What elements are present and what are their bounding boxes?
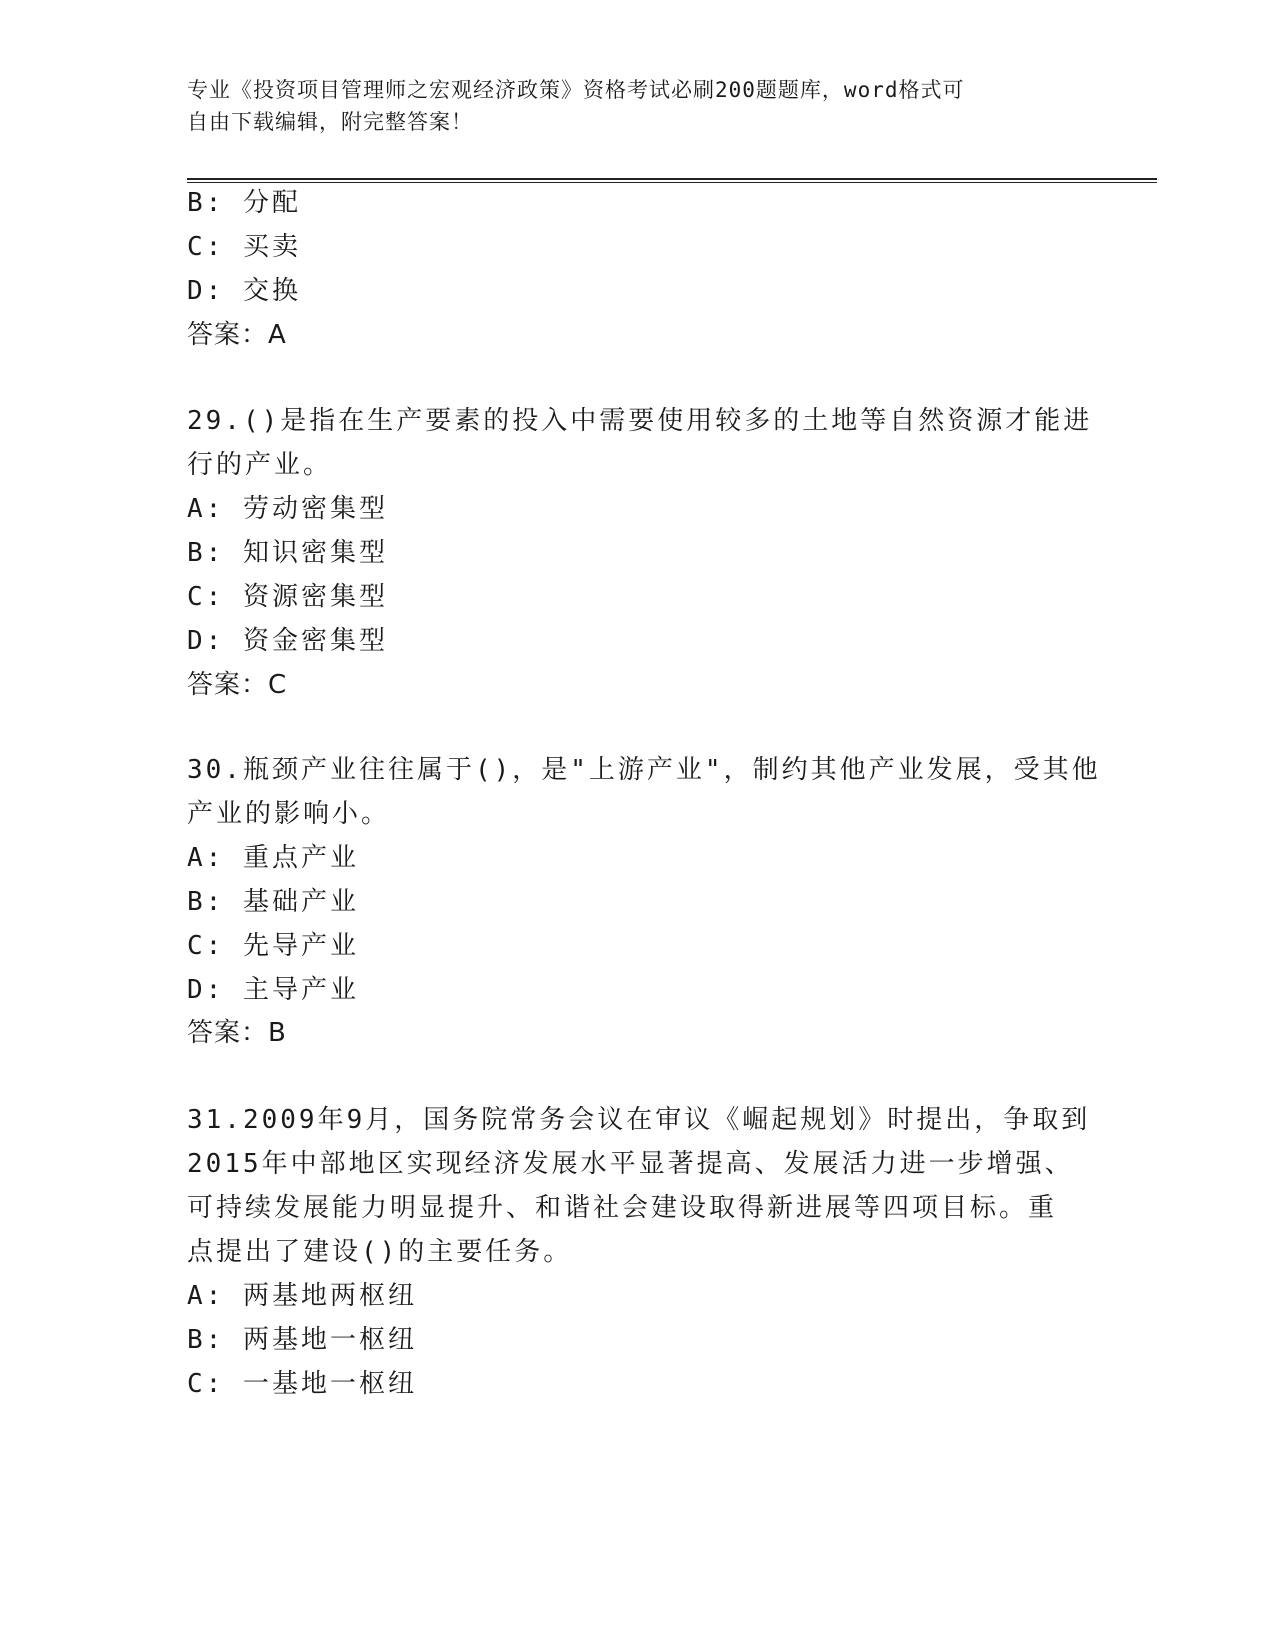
q29-option-b: B: 知识密集型 <box>187 538 388 568</box>
q31-stem-line-2: 2015年中部地区实现经济发展水平显著提高、发展活力进一步增强、 <box>187 1149 1074 1179</box>
q29-option-c: C: 资源密集型 <box>187 582 388 612</box>
q31-stem-line-1: 31.2009年9月，国务院常务会议在审议《崛起规划》时提出，争取到 <box>187 1105 1091 1135</box>
q29-stem-line-2: 行的产业。 <box>187 450 333 480</box>
q30-option-d: D: 主导产业 <box>187 975 359 1005</box>
q28-option-c: C: 买卖 <box>187 232 301 262</box>
q31-stem-line-3: 可持续发展能力明显提升、和谐社会建设取得新进展等四项目标。重 <box>187 1193 1058 1223</box>
page-header <box>187 74 1067 138</box>
q31-option-a: A: 两基地两枢纽 <box>187 1281 417 1311</box>
q29-stem-line-1: 29.()是指在生产要素的投入中需要使用较多的土地等自然资源才能进 <box>187 406 1093 436</box>
q29-answer: 答案：C <box>187 670 288 700</box>
q28-option-d: D: 交换 <box>187 276 301 306</box>
header-line-2: 自由下载编辑，附完整答案！ <box>187 110 473 134</box>
q28-option-b: B: 分配 <box>187 188 301 218</box>
q28-answer: 答案：A <box>187 320 287 350</box>
header-divider <box>187 178 1157 183</box>
q30-stem-line-1: 30.瓶颈产业往往属于()，是"上游产业"，制约其他产业发展，受其他 <box>187 755 1101 785</box>
q31-option-b: B: 两基地一枢纽 <box>187 1325 417 1355</box>
q30-option-a: A: 重点产业 <box>187 843 359 873</box>
q31-stem-line-4: 点提出了建设()的主要任务。 <box>187 1237 573 1267</box>
q30-answer: 答案：B <box>187 1018 287 1048</box>
q29-option-a: A: 劳动密集型 <box>187 494 388 524</box>
q30-option-c: C: 先导产业 <box>187 931 359 961</box>
q29-option-d: D: 资金密集型 <box>187 626 388 656</box>
q31-option-c: C: 一基地一枢纽 <box>187 1369 417 1399</box>
header-line-1: 专业《投资项目管理师之宏观经济政策》资格考试必刷200题题库，word格式可 <box>187 78 965 102</box>
q30-stem-line-2: 产业的影响小。 <box>187 799 391 829</box>
q30-option-b: B: 基础产业 <box>187 887 359 917</box>
